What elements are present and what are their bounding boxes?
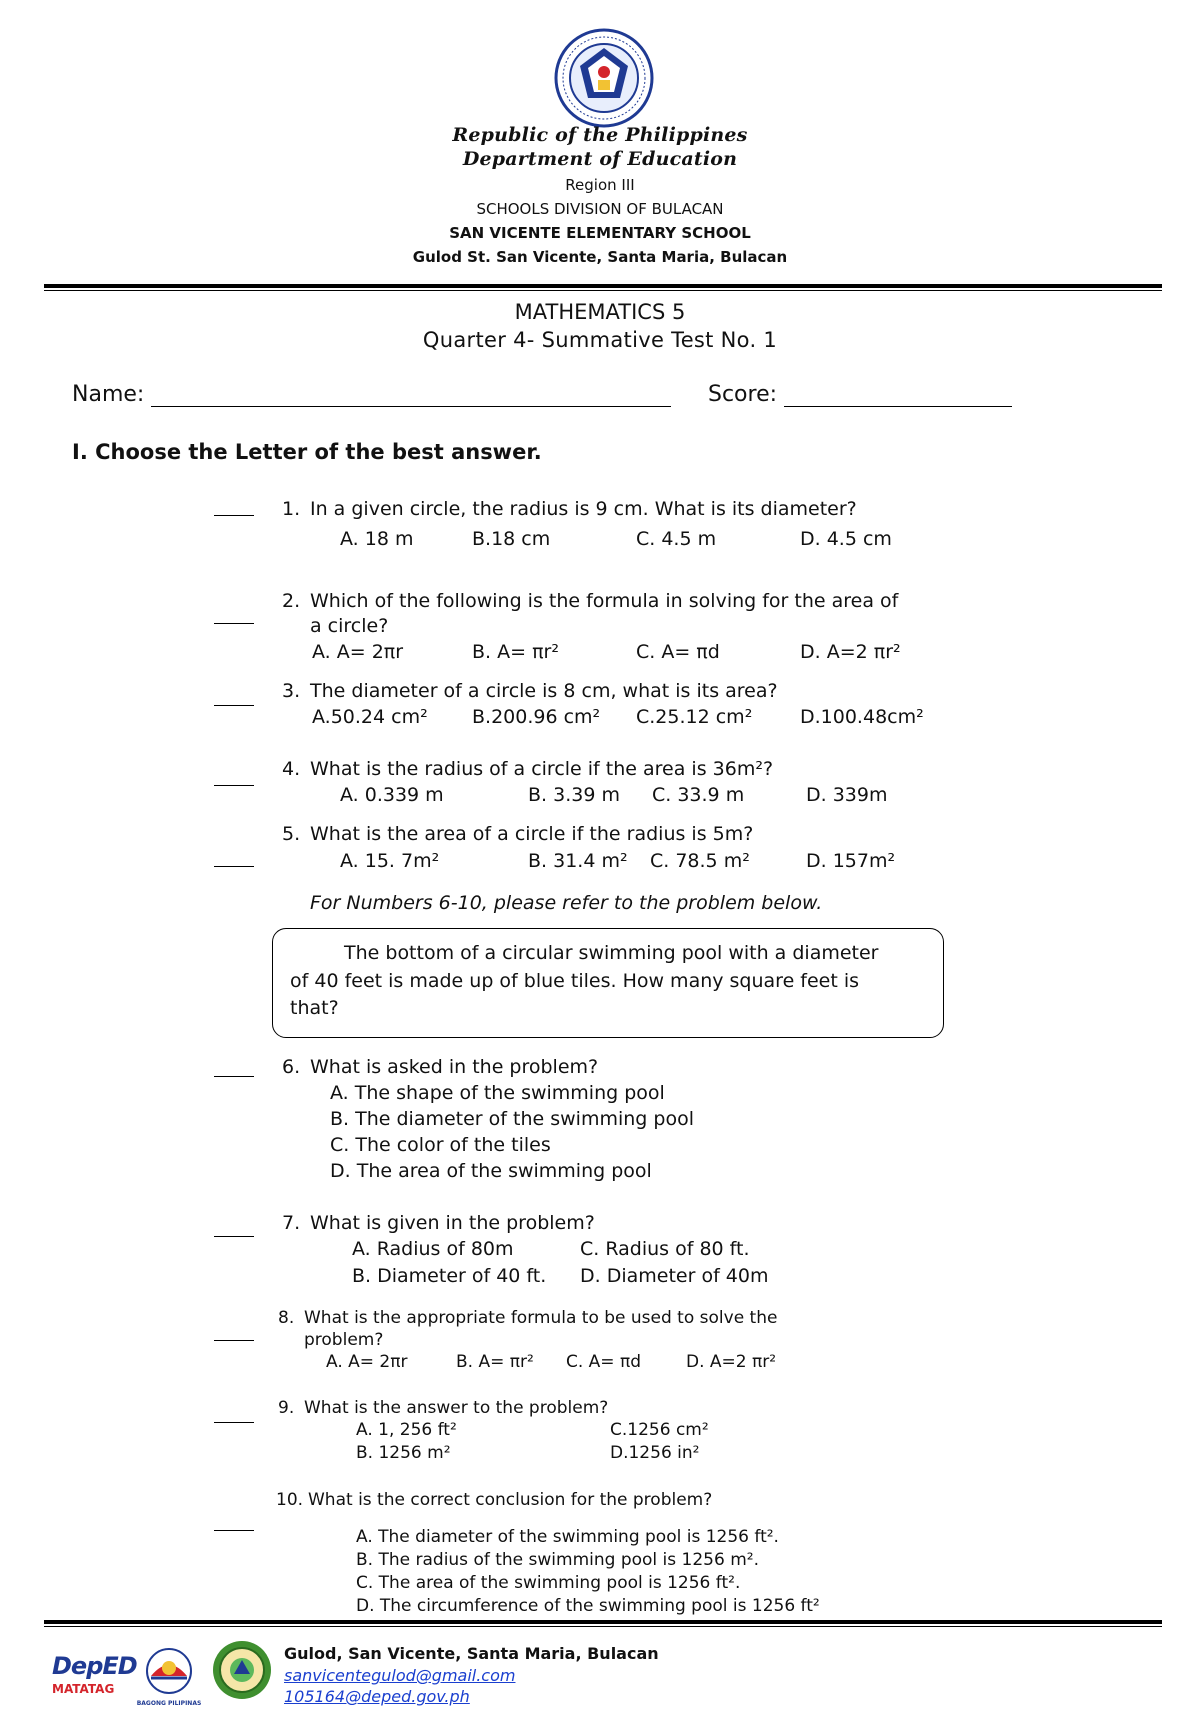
option-a: A. 1, 256 ft²: [356, 1420, 457, 1440]
bagong-pilipinas-text: BAGONG PILIPINAS: [136, 1700, 202, 1707]
answer-blank[interactable]: [214, 1076, 254, 1077]
problem-text: The bottom of a circular swimming pool with a diameter: [344, 942, 879, 964]
option-b: B. A= πr²: [456, 1352, 534, 1372]
option-c: C. The color of the tiles: [330, 1134, 551, 1156]
name-label: Name:: [72, 382, 145, 407]
question-3-number: 3.: [282, 680, 301, 702]
question-8-text: What is the appropriate formula to be used to solve the: [304, 1308, 778, 1328]
header-divider-thin: [44, 290, 1162, 291]
answer-blank[interactable]: [214, 866, 254, 867]
option-d: D.1256 in²: [610, 1443, 700, 1463]
option-a: A. Radius of 80m: [352, 1238, 514, 1260]
seal-icon: [554, 28, 654, 128]
option-a: A. A= 2πr: [326, 1352, 408, 1372]
option-a: A. A= 2πr: [312, 641, 404, 663]
answer-blank[interactable]: [214, 1422, 254, 1423]
question-1-text: In a given circle, the radius is 9 cm. What is its diameter?: [310, 498, 857, 520]
option-c: C. The area of the swimming pool is 1256 ft².: [356, 1573, 741, 1593]
question-7-number: 7.: [282, 1212, 301, 1234]
option-b: B. 31.4 m²: [528, 850, 628, 872]
option-b: B. 1256 m²: [356, 1443, 451, 1463]
name-blank[interactable]: [151, 386, 671, 407]
answer-blank[interactable]: [214, 515, 254, 516]
option-c: C. A= πd: [636, 641, 720, 663]
footer-address: Gulod, San Vicente, Santa Maria, Bulacan: [284, 1644, 659, 1663]
deped-logo-text: DepED: [52, 1652, 137, 1680]
question-4-number: 4.: [282, 758, 301, 780]
option-d: D.100.48cm²: [800, 706, 924, 728]
score-blank[interactable]: [784, 386, 1012, 407]
question-2-text-cont: a circle?: [310, 615, 389, 637]
option-d: D. The circumference of the swimming pool is 1256 ft²: [356, 1596, 820, 1616]
option-a: A.50.24 cm²: [312, 706, 428, 728]
option-b: B. 3.39 m: [528, 784, 620, 806]
question-6-number: 6.: [282, 1056, 301, 1078]
question-2-text: Which of the following is the formula in solving for the area of: [310, 590, 899, 612]
footer-email-link[interactable]: sanvicentegulod@gmail.com: [284, 1666, 516, 1685]
question-9-number: 9.: [278, 1398, 295, 1418]
question-10-text: What is the correct conclusion for the problem?: [308, 1490, 713, 1510]
test-subtitle: Quarter 4- Summative Test No. 1: [422, 328, 778, 352]
question-1-number: 1.: [282, 498, 301, 520]
option-c: C. A= πd: [566, 1352, 641, 1372]
option-a: A. The diameter of the swimming pool is 1256 ft².: [356, 1527, 779, 1547]
option-b: B. A= πr²: [472, 641, 559, 663]
question-8-text-cont: problem?: [304, 1330, 384, 1350]
answer-blank[interactable]: [214, 1530, 254, 1531]
option-a: A. 0.339 m: [340, 784, 444, 806]
question-5-text: What is the area of a circle if the radius is 5m?: [310, 823, 754, 845]
option-d: D. A=2 πr²: [800, 641, 901, 663]
bagong-pilipinas-icon: [136, 1646, 202, 1696]
refer-note: For Numbers 6-10, please refer to the problem below.: [310, 892, 823, 914]
answer-blank[interactable]: [214, 623, 254, 624]
answer-blank[interactable]: [214, 1340, 254, 1341]
option-d: D. 339m: [806, 784, 888, 806]
option-d: D. A=2 πr²: [686, 1352, 777, 1372]
question-2-number: 2.: [282, 590, 301, 612]
region-label: Region III: [565, 176, 635, 194]
score-field[interactable]: [708, 382, 1012, 407]
option-b: B.18 cm: [472, 528, 551, 550]
name-field[interactable]: [72, 382, 671, 407]
bagong-pilipinas-logo: [136, 1646, 202, 1710]
option-d: D. Diameter of 40m: [580, 1265, 769, 1287]
score-label: Score:: [708, 382, 778, 407]
question-7-text: What is given in the problem?: [310, 1212, 595, 1234]
header-divider: [44, 284, 1162, 288]
school-name: SAN VICENTE ELEMENTARY SCHOOL: [449, 224, 751, 242]
section-title: I. Choose the Letter of the best answer.: [72, 440, 542, 464]
option-d: D. 4.5 cm: [800, 528, 892, 550]
school-address: Gulod St. San Vicente, Santa Maria, Bulacan: [412, 248, 788, 266]
option-a: A. 15. 7m²: [340, 850, 440, 872]
option-c: C. Radius of 80 ft.: [580, 1238, 750, 1260]
republic-heading: Republic of the Philippines: [452, 124, 748, 146]
footer-deped-email-link[interactable]: 105164@deped.gov.ph: [284, 1687, 470, 1706]
option-a: A. The shape of the swimming pool: [330, 1082, 665, 1104]
question-6-text: What is asked in the problem?: [310, 1056, 599, 1078]
deped-matatag-logo: [52, 1652, 137, 1696]
question-4-text: What is the radius of a circle if the area is 36m²?: [310, 758, 774, 780]
answer-blank[interactable]: [214, 1236, 254, 1237]
footer-divider: [44, 1620, 1162, 1624]
option-b: B. The radius of the swimming pool is 1256 m².: [356, 1550, 759, 1570]
department-heading: Department of Education: [462, 148, 738, 170]
option-c: C. 4.5 m: [636, 528, 717, 550]
question-8-number: 8.: [278, 1308, 295, 1328]
option-b: B. Diameter of 40 ft.: [352, 1265, 547, 1287]
question-5-number: 5.: [282, 823, 301, 845]
question-10-number: 10.: [276, 1490, 304, 1510]
deped-seal: [554, 28, 654, 128]
division-label: SCHOOLS DIVISION OF BULACAN: [476, 200, 724, 218]
option-b: B. The diameter of the swimming pool: [330, 1108, 694, 1130]
question-9-text: What is the answer to the problem?: [304, 1398, 609, 1418]
option-b: B.200.96 cm²: [472, 706, 601, 728]
problem-text: that?: [290, 997, 339, 1019]
matatag-text: MATATAG: [52, 1682, 115, 1696]
problem-text: of 40 feet is made up of blue tiles. How many square feet is: [290, 970, 860, 992]
question-3-text: The diameter of a circle is 8 cm, what is its area?: [310, 680, 778, 702]
answer-blank[interactable]: [214, 705, 254, 706]
school-seal-icon: [212, 1640, 272, 1700]
option-a: A. 18 m: [340, 528, 414, 550]
option-c: C.25.12 cm²: [636, 706, 753, 728]
option-c: C. 78.5 m²: [650, 850, 750, 872]
option-c: C. 33.9 m: [652, 784, 745, 806]
option-d: D. The area of the swimming pool: [330, 1160, 652, 1182]
answer-blank[interactable]: [214, 785, 254, 786]
school-seal: [212, 1640, 272, 1700]
footer-divider-thin: [44, 1626, 1162, 1627]
option-d: D. 157m²: [806, 850, 896, 872]
subject-title: MATHEMATICS 5: [514, 300, 686, 324]
option-c: C.1256 cm²: [610, 1420, 709, 1440]
